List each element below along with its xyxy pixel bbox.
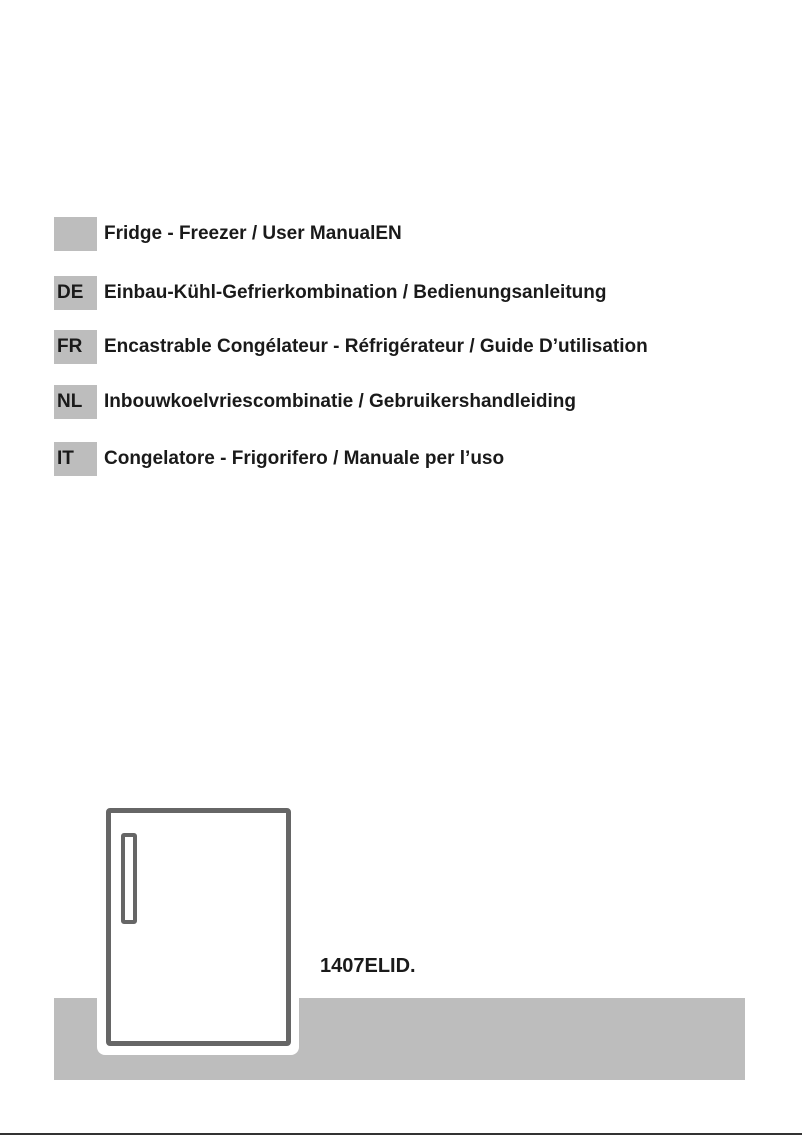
language-row-en: [54, 217, 402, 251]
language-title: Fridge - Freezer / User ManualEN: [104, 223, 402, 244]
fridge-handle-icon: [121, 833, 137, 924]
language-row-it: [54, 442, 504, 476]
language-title: Inbouwkoelvriescombinatie / Gebruikershandleiding: [104, 391, 576, 412]
language-code: [54, 217, 97, 251]
model-number: 1407ELID.: [320, 955, 416, 977]
language-code: DE: [54, 276, 97, 310]
language-row-fr: [54, 330, 648, 364]
language-title: Congelatore - Frigorifero / Manuale per l’uso: [104, 448, 505, 469]
language-title: Einbau-Kühl-Gefrierkombination / Bedienungsanleitung: [104, 282, 607, 303]
language-code: IT: [54, 442, 97, 476]
language-code: FR: [54, 330, 97, 364]
language-row-nl: [54, 385, 576, 419]
language-row-de: [54, 276, 606, 310]
language-title: Encastrable Congélateur - Réfrigérateur / Guide D’utilisation: [104, 336, 648, 357]
bottom-divider: [0, 1133, 802, 1135]
language-code: NL: [54, 385, 97, 419]
